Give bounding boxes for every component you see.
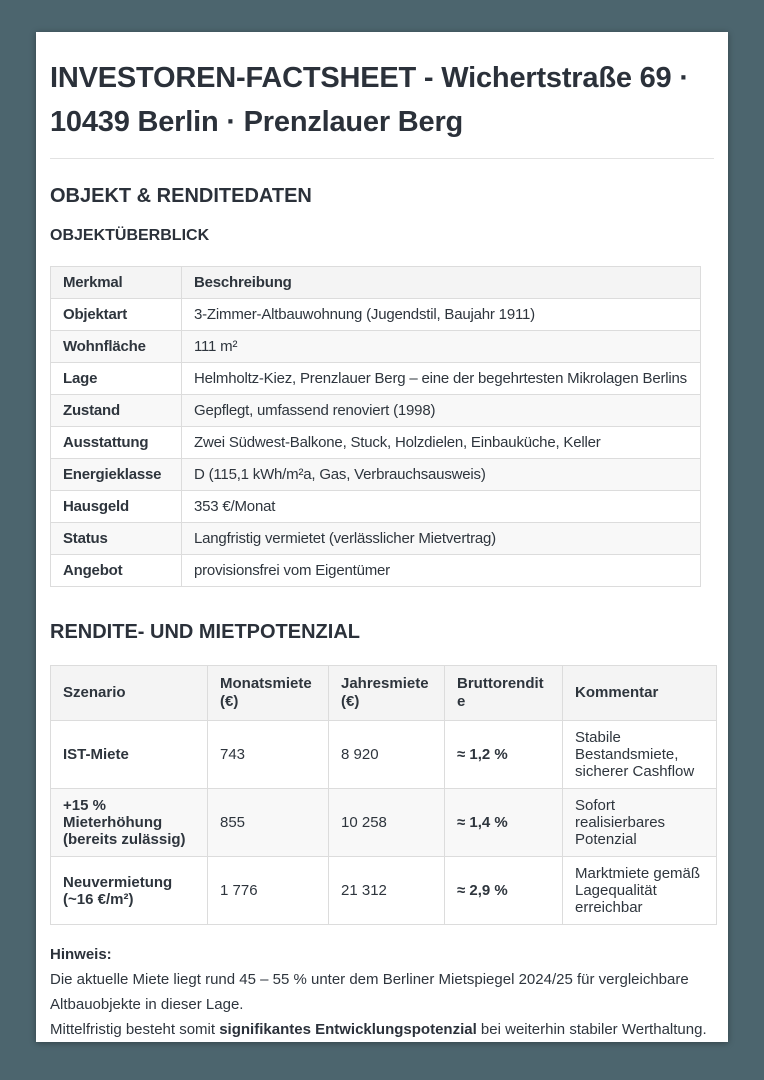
- merkmal-cell: Hausgeld: [51, 491, 182, 523]
- column-header-szenario: Szenario: [51, 666, 208, 721]
- table-header-row: [51, 267, 701, 299]
- note-line1: Die aktuelle Miete liegt rund 45 – 55 % unter dem Berliner Mietspiegel 2024/25 für vergleichbare Altbauobjekte in dieser Lage.: [50, 971, 689, 1013]
- szenario-cell: +15 % Mieterhöhung (bereits zulässig): [51, 789, 208, 857]
- subsection-heading-objektueberblick: OBJEKTÜBERBLICK: [50, 227, 210, 244]
- note-label: Hinweis:: [50, 946, 112, 963]
- table-row: [51, 789, 717, 857]
- column-header-beschreibung: Beschreibung: [182, 267, 701, 299]
- table-row: [51, 331, 701, 363]
- szenario-cell: IST-Miete: [51, 721, 208, 789]
- table-row: [51, 363, 701, 395]
- table-row: [51, 459, 701, 491]
- beschreibung-cell: provisionsfrei vom Eigentümer: [182, 555, 701, 587]
- beschreibung-cell: Helmholtz-Kiez, Prenzlauer Berg – eine der begehrtesten Mikrolagen Berlins: [182, 363, 701, 395]
- jahresmiete-cell: 21 312: [329, 857, 445, 925]
- column-header-kommentar: Kommentar: [563, 666, 717, 721]
- merkmal-cell: Energieklasse: [51, 459, 182, 491]
- column-header-monatsmiete: Monatsmiete (€): [208, 666, 329, 721]
- beschreibung-cell: Langfristig vermietet (verlässlicher Mietvertrag): [182, 523, 701, 555]
- merkmal-cell: Angebot: [51, 555, 182, 587]
- kommentar-cell: Sofort realisierbares Potenzial: [563, 789, 717, 857]
- kommentar-cell: Stabile Bestandsmiete, sicherer Cashflow: [563, 721, 717, 789]
- table-row: [51, 555, 701, 587]
- column-header-jahresmiete: Jahresmiete (€): [329, 666, 445, 721]
- table-row: [51, 427, 701, 459]
- beschreibung-cell: 111 m²: [182, 331, 701, 363]
- table-header-row: [51, 666, 717, 721]
- bruttorendite-cell: ≈ 2,9 %: [445, 857, 563, 925]
- monatsmiete-cell: 855: [208, 789, 329, 857]
- section-heading-objekt-renditedaten: OBJEKT & RENDITEDATEN: [50, 185, 312, 207]
- merkmal-cell: Status: [51, 523, 182, 555]
- merkmal-cell: Wohnfläche: [51, 331, 182, 363]
- column-header-bruttorendite: Bruttorendite: [445, 666, 563, 721]
- merkmal-cell: Ausstattung: [51, 427, 182, 459]
- jahresmiete-cell: 8 920: [329, 721, 445, 789]
- table-row: [51, 491, 701, 523]
- table-row: [51, 523, 701, 555]
- beschreibung-cell: 353 €/Monat: [182, 491, 701, 523]
- merkmal-cell: Lage: [51, 363, 182, 395]
- bruttorendite-cell: ≈ 1,2 %: [445, 721, 563, 789]
- beschreibung-cell: D (115,1 kWh/m²a, Gas, Verbrauchsausweis): [182, 459, 701, 491]
- table-row: [51, 299, 701, 331]
- section-heading-rendite-mietpotenzial: RENDITE- UND MIETPOTENZIAL: [50, 621, 360, 643]
- note-paragraph: [50, 942, 714, 1042]
- merkmal-cell: Zustand: [51, 395, 182, 427]
- note-line2-prefix: Mittelfristig besteht somit: [50, 1021, 220, 1038]
- document-page: [36, 32, 728, 1042]
- beschreibung-cell: Zwei Südwest-Balkone, Stuck, Holzdielen, Einbauküche, Keller: [182, 427, 701, 459]
- merkmal-cell: Objektart: [51, 299, 182, 331]
- bruttorendite-cell: ≈ 1,4 %: [445, 789, 563, 857]
- jahresmiete-cell: 10 258: [329, 789, 445, 857]
- page-title: INVESTOREN-FACTSHEET - Wichertstraße 69 · 10439 Berlin · Prenzlauer Berg: [50, 56, 714, 159]
- note-line2-bold: signifikantes Entwicklungspotenzial: [219, 1021, 477, 1038]
- column-header-merkmal: Merkmal: [51, 267, 182, 299]
- note-line2-suffix: bei weiterhin stabiler Werthaltung.: [476, 1021, 707, 1038]
- monatsmiete-cell: 743: [208, 721, 329, 789]
- szenario-cell: Neuvermietung (~16 €/m²): [51, 857, 208, 925]
- beschreibung-cell: Gepflegt, umfassend renoviert (1998): [182, 395, 701, 427]
- monatsmiete-cell: 1 776: [208, 857, 329, 925]
- table-row: [51, 721, 717, 789]
- kommentar-cell: Marktmiete gemäß Lagequalität erreichbar: [563, 857, 717, 925]
- table-row: [51, 395, 701, 427]
- rendite-mietpotenzial-table: [50, 665, 717, 925]
- table-row: [51, 857, 717, 925]
- objektueberblick-table: [50, 266, 701, 587]
- beschreibung-cell: 3-Zimmer-Altbauwohnung (Jugendstil, Baujahr 1911): [182, 299, 701, 331]
